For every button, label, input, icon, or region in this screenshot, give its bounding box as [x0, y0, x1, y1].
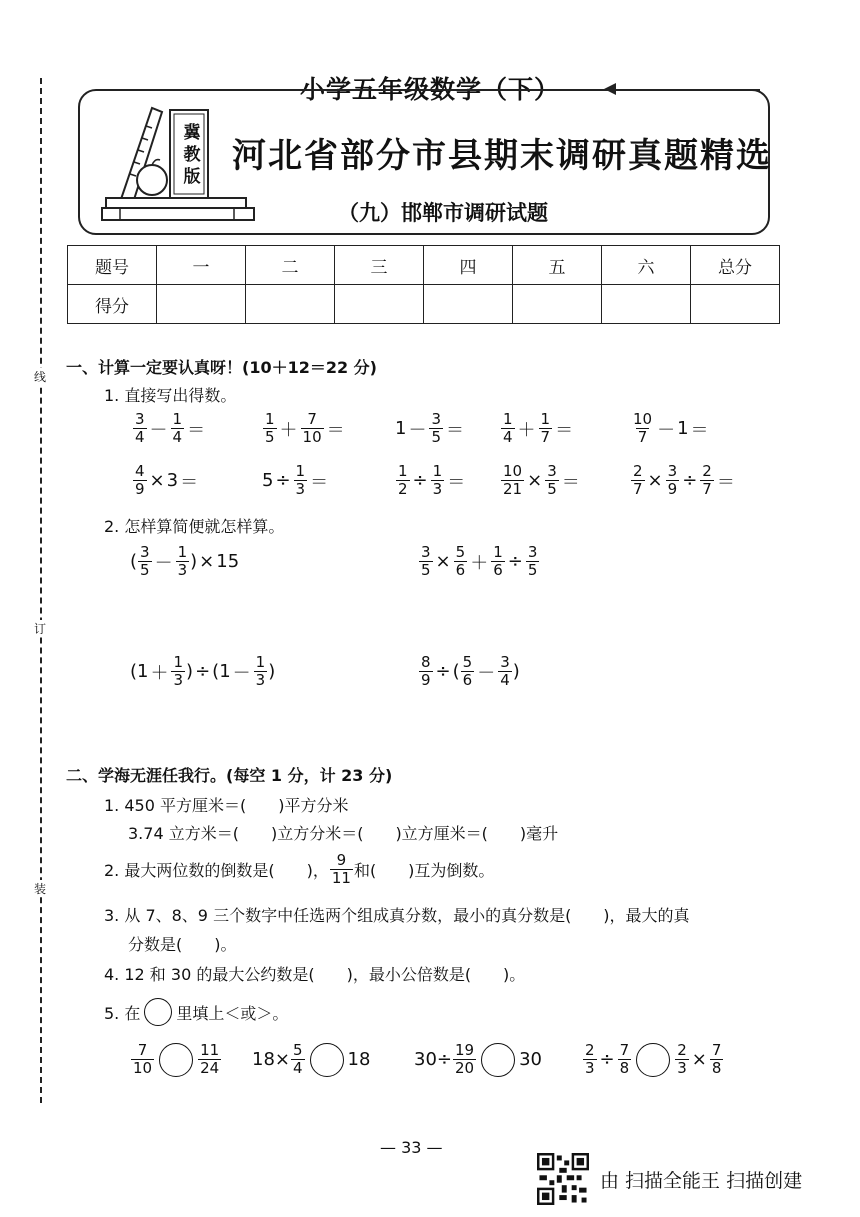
page-number: — 33 — — [380, 1138, 443, 1157]
question-1-label: 1. 直接写出得数。 — [104, 386, 237, 405]
compare-circle-icon — [144, 998, 172, 1026]
question-2-label: 2. 怎样算简便就怎样算。 — [104, 517, 285, 536]
score-table-row-head: 题号 — [68, 246, 157, 285]
question-fill-2: 2. 最大两位数的倒数是( )， $\frac{9}{11}$ 和( )互为倒数。 — [104, 851, 495, 887]
page-title: 河北省部分市县期末调研真题精选 — [232, 136, 772, 176]
calc-expression: $\frac{2}{7}$ × $\frac{3}{9}$ ÷ $\frac{2}{7}$ ＝ — [633, 462, 735, 498]
question-fill-4: 4. 12 和 30 的最大公约数是( )，最小公倍数是( )。 — [104, 965, 526, 984]
score-cell[interactable] — [424, 285, 513, 324]
score-cell[interactable] — [691, 285, 780, 324]
score-col-3: 三 — [335, 246, 424, 285]
score-cell[interactable] — [602, 285, 691, 324]
section-2-title: 二、学海无涯任我行。(每空 1 分，计 23 分) — [66, 766, 393, 785]
calc-expression: $\frac{1}{5}$ ＋ $\frac{7}{10}$ ＝ — [265, 410, 345, 446]
compare-answer-circle[interactable] — [159, 1043, 193, 1077]
margin-char-bind: 装 — [30, 880, 50, 897]
simplify-expression: ( 1 ＋ $\frac{1}{3}$ ) ÷ ( 1 － $\frac{1}{3}$ ) — [130, 653, 276, 689]
score-table — [67, 245, 780, 324]
calc-expression: $\frac{3}{4}$ － $\frac{1}{4}$ ＝ — [135, 410, 206, 446]
compare-answer-circle[interactable] — [481, 1043, 515, 1077]
calc-expression: $\frac{10}{7}$ － 1 ＝ — [633, 410, 709, 446]
compare-answer-circle[interactable] — [310, 1043, 344, 1077]
edition-badge: 冀 教 版 — [183, 123, 201, 187]
simplify-expression: ( $\frac{3}{5}$ － $\frac{1}{3}$ ) × 15 — [130, 543, 240, 579]
score-table-score-head: 得分 — [68, 285, 157, 324]
compare-item: 18× $\frac{5}{4}$ 18 — [252, 1041, 371, 1077]
subject-heading: 小学五年级数学（下） — [299, 75, 560, 104]
score-col-1: 一 — [157, 246, 246, 285]
question-fill-3a: 3. 从 7、8、9 三个数字中任选两个组成真分数，最小的真分数是( )，最大的真 — [104, 906, 690, 925]
calc-expression: $\frac{10}{21}$ × $\frac{3}{5}$ ＝ — [503, 462, 580, 498]
score-table-score-row — [68, 285, 780, 324]
score-cell[interactable] — [246, 285, 335, 324]
qr-code-icon — [537, 1153, 589, 1205]
calc-expression: $\frac{4}{9}$ × 3 ＝ — [135, 462, 199, 498]
simplify-expression: $\frac{8}{9}$ ÷ ( $\frac{5}{6}$ － $\frac{3}{4}$ ) — [421, 653, 520, 689]
score-col-5: 五 — [513, 246, 602, 285]
compare-item: $\frac{7}{10}$ $\frac{11}{24}$ — [133, 1041, 220, 1077]
binding-margin-line — [40, 78, 42, 1103]
page-subtitle: （九）邯郸市调研试题 — [338, 201, 548, 225]
section-1-title: 一、计算一定要认真呀！(10＋12＝22 分) — [66, 358, 377, 377]
question-fill-1b: 3.74 立方米＝( )立方分米＝( )立方厘米＝( )毫升 — [128, 824, 559, 843]
score-cell[interactable] — [513, 285, 602, 324]
scanner-watermark: 由 扫描全能王 扫描创建 — [600, 1170, 803, 1192]
score-table-header-row — [68, 246, 780, 285]
compare-item: 30÷ $\frac{19}{20}$ 30 — [414, 1041, 542, 1077]
score-col-6: 六 — [602, 246, 691, 285]
score-col-2: 二 — [246, 246, 335, 285]
score-cell[interactable] — [157, 285, 246, 324]
score-cell[interactable] — [335, 285, 424, 324]
calc-expression: $\frac{1}{4}$ ＋ $\frac{1}{7}$ ＝ — [503, 410, 574, 446]
compare-answer-circle[interactable] — [636, 1043, 670, 1077]
simplify-expression: $\frac{3}{5}$ × $\frac{5}{6}$ ＋ $\frac{1}{6}$ ÷ $\frac{3}{5}$ — [421, 543, 538, 579]
question-fill-5: 5. 在 里填上＜或＞。 — [104, 998, 288, 1026]
compare-item: $\frac{2}{3}$ ÷ $\frac{7}{8}$ $\frac{2}{3}$ × $\frac{7}{8}$ — [585, 1041, 722, 1077]
calc-expression: 1 － $\frac{3}{5}$ ＝ — [395, 410, 464, 446]
question-fill-1a: 1. 450 平方厘米＝( )平方分米 — [104, 796, 349, 815]
calc-expression: $\frac{1}{2}$ ÷ $\frac{1}{3}$ ＝ — [398, 462, 466, 498]
margin-char-order: 订 — [30, 620, 50, 637]
calc-expression: 5 ÷ $\frac{1}{3}$ ＝ — [262, 462, 329, 498]
score-col-total: 总分 — [691, 246, 780, 285]
margin-char-line: 线 — [30, 368, 50, 385]
score-col-4: 四 — [424, 246, 513, 285]
question-fill-3b: 分数是( )。 — [128, 935, 237, 954]
